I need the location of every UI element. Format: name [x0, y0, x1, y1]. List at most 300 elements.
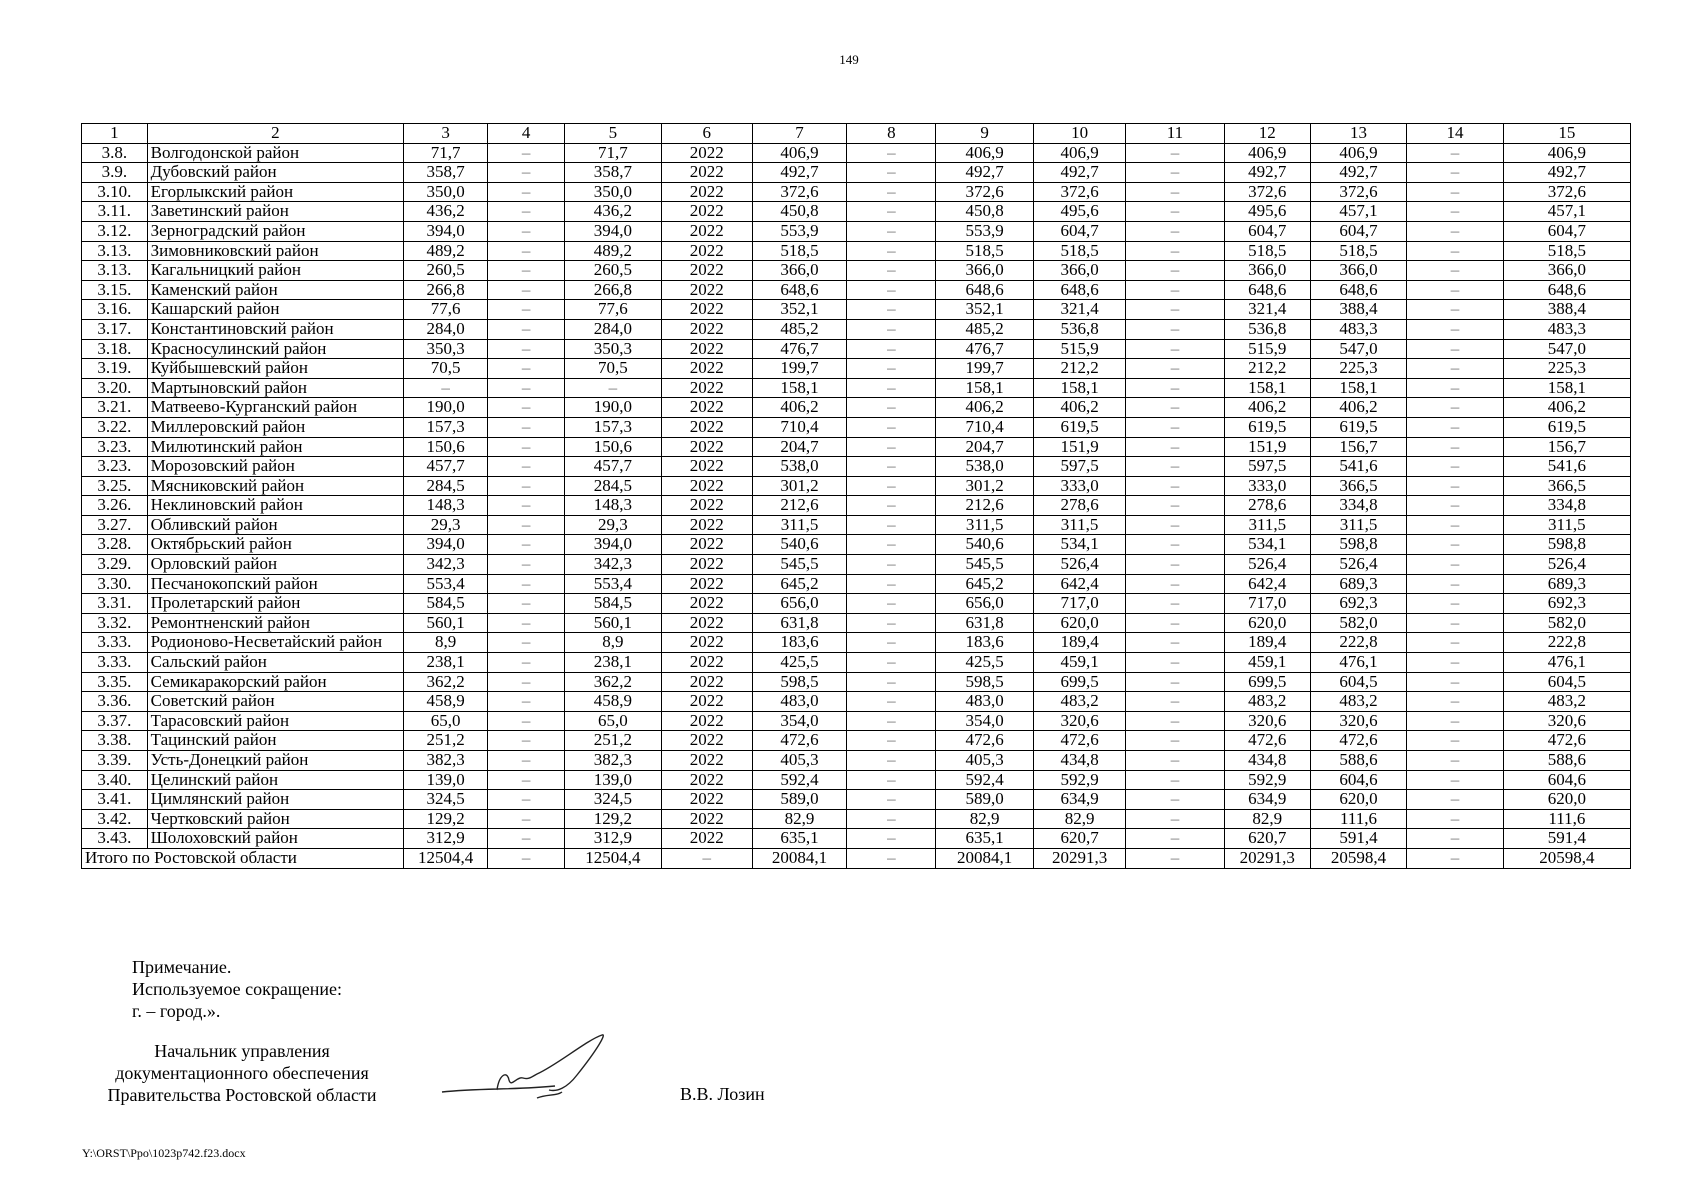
table-row — [82, 319, 1631, 339]
value-cell: – — [1407, 300, 1503, 320]
value-cell: 538,0 — [936, 457, 1033, 477]
district-name-cell: Сальский район — [147, 653, 403, 673]
value-cell: – — [488, 672, 565, 692]
value-cell: – — [1407, 280, 1503, 300]
signer-name: В.В. Лозин — [680, 1084, 765, 1104]
row-number-cell: 3.8. — [82, 143, 148, 163]
value-cell: – — [1407, 221, 1503, 241]
value-cell: 592,9 — [1033, 770, 1125, 790]
value-cell: 619,5 — [1503, 417, 1630, 437]
district-name-cell: Зимовниковский район — [147, 241, 403, 261]
table-row — [82, 339, 1631, 359]
value-cell: 406,9 — [1310, 143, 1406, 163]
value-cell: 534,1 — [1033, 535, 1125, 555]
row-number-cell: 3.22. — [82, 417, 148, 437]
value-cell: 648,6 — [1033, 280, 1125, 300]
value-cell: – — [847, 261, 936, 281]
value-cell: – — [488, 692, 565, 712]
row-number-cell: 3.33. — [82, 633, 148, 653]
value-cell: 199,7 — [752, 359, 846, 379]
value-cell: 536,8 — [1224, 319, 1310, 339]
value-cell: 620,7 — [1033, 829, 1125, 849]
value-cell: 526,4 — [1503, 555, 1630, 575]
value-cell: – — [1407, 202, 1503, 222]
value-cell: 547,0 — [1503, 339, 1630, 359]
value-cell: 2022 — [661, 770, 752, 790]
district-name-cell: Зерноградский район — [147, 221, 403, 241]
value-cell: 604,6 — [1310, 770, 1406, 790]
value-cell: 350,3 — [565, 339, 661, 359]
value-cell: 589,0 — [936, 790, 1033, 810]
value-cell: 656,0 — [936, 594, 1033, 614]
value-cell: 320,6 — [1503, 711, 1630, 731]
value-cell: 434,8 — [1224, 751, 1310, 771]
value-cell: – — [1407, 457, 1503, 477]
value-cell: – — [847, 829, 936, 849]
value-cell: 589,0 — [752, 790, 846, 810]
value-cell: – — [1126, 574, 1224, 594]
value-cell: 604,5 — [1310, 672, 1406, 692]
value-cell: – — [1407, 555, 1503, 575]
value-cell: 260,5 — [404, 261, 488, 281]
table-row — [82, 574, 1631, 594]
value-cell: 492,7 — [1310, 163, 1406, 183]
value-cell: – — [1407, 711, 1503, 731]
value-cell: – — [1407, 261, 1503, 281]
value-cell: – — [1407, 613, 1503, 633]
value-cell: – — [1407, 653, 1503, 673]
value-cell: – — [1407, 339, 1503, 359]
value-cell: 582,0 — [1503, 613, 1630, 633]
value-cell: 8,9 — [404, 633, 488, 653]
value-cell: 225,3 — [1310, 359, 1406, 379]
value-cell: 71,7 — [565, 143, 661, 163]
value-cell: 190,0 — [565, 398, 661, 418]
table-row — [82, 496, 1631, 516]
value-cell: – — [1407, 790, 1503, 810]
column-header: 2 — [147, 124, 403, 144]
value-cell: – — [847, 378, 936, 398]
table-row — [82, 182, 1631, 202]
value-cell: – — [1407, 633, 1503, 653]
value-cell: – — [847, 555, 936, 575]
value-cell: 382,3 — [404, 751, 488, 771]
value-cell: 538,0 — [752, 457, 846, 477]
value-cell: – — [847, 692, 936, 712]
column-header: 9 — [936, 124, 1033, 144]
value-cell: 406,9 — [752, 143, 846, 163]
value-cell: 222,8 — [1503, 633, 1630, 653]
value-cell: – — [847, 339, 936, 359]
value-cell: 457,1 — [1503, 202, 1630, 222]
value-cell: – — [488, 359, 565, 379]
value-cell: – — [488, 613, 565, 633]
value-cell: – — [1126, 692, 1224, 712]
value-cell: – — [488, 378, 565, 398]
value-cell: 366,0 — [1224, 261, 1310, 281]
value-cell: 2022 — [661, 300, 752, 320]
value-cell: 2022 — [661, 692, 752, 712]
value-cell: 8,9 — [565, 633, 661, 653]
value-cell: 29,3 — [565, 515, 661, 535]
row-number-cell: 3.39. — [82, 751, 148, 771]
value-cell: – — [488, 417, 565, 437]
table-row — [82, 437, 1631, 457]
value-cell: 476,7 — [752, 339, 846, 359]
value-cell: – — [847, 202, 936, 222]
value-cell: 362,2 — [565, 672, 661, 692]
value-cell: 515,9 — [1033, 339, 1125, 359]
value-cell: 492,7 — [1503, 163, 1630, 183]
value-cell: 148,3 — [404, 496, 488, 516]
column-header: 4 — [488, 124, 565, 144]
value-cell: 710,4 — [936, 417, 1033, 437]
value-cell: 158,1 — [1224, 378, 1310, 398]
value-cell: – — [847, 417, 936, 437]
value-cell: 483,3 — [1310, 319, 1406, 339]
value-cell: 518,5 — [1224, 241, 1310, 261]
value-cell: 604,7 — [1224, 221, 1310, 241]
value-cell: 199,7 — [936, 359, 1033, 379]
value-cell: 541,6 — [1503, 457, 1630, 477]
value-cell: 278,6 — [1033, 496, 1125, 516]
value-cell: 2022 — [661, 809, 752, 829]
value-cell: 71,7 — [404, 143, 488, 163]
value-cell: – — [488, 339, 565, 359]
value-cell: – — [1407, 594, 1503, 614]
value-cell: 553,4 — [565, 574, 661, 594]
value-cell: 526,4 — [1033, 555, 1125, 575]
value-cell: 485,2 — [752, 319, 846, 339]
value-cell: – — [1126, 711, 1224, 731]
total-value-cell: 12504,4 — [404, 848, 488, 868]
row-number-cell: 3.33. — [82, 653, 148, 673]
value-cell: – — [1407, 770, 1503, 790]
value-cell: 266,8 — [565, 280, 661, 300]
value-cell: – — [1407, 417, 1503, 437]
value-cell: 372,6 — [1503, 182, 1630, 202]
value-cell: – — [1126, 653, 1224, 673]
value-cell: 350,3 — [404, 339, 488, 359]
table-row — [82, 221, 1631, 241]
value-cell: 553,9 — [936, 221, 1033, 241]
row-number-cell: 3.16. — [82, 300, 148, 320]
signer-position-line: документационного обеспечения — [115, 1063, 369, 1083]
value-cell: 648,6 — [936, 280, 1033, 300]
value-cell: 372,6 — [1224, 182, 1310, 202]
value-cell: 597,5 — [1224, 457, 1310, 477]
value-cell: 342,3 — [404, 555, 488, 575]
value-cell: 333,0 — [1224, 476, 1310, 496]
value-cell: – — [1126, 202, 1224, 222]
value-cell: 204,7 — [936, 437, 1033, 457]
value-cell: 150,6 — [565, 437, 661, 457]
total-value-cell: 20084,1 — [752, 848, 846, 868]
value-cell: – — [847, 300, 936, 320]
column-header: 3 — [404, 124, 488, 144]
value-cell: 2022 — [661, 163, 752, 183]
value-cell: 70,5 — [565, 359, 661, 379]
value-cell: 225,3 — [1503, 359, 1630, 379]
value-cell: 406,9 — [1224, 143, 1310, 163]
value-cell: – — [847, 653, 936, 673]
value-cell: – — [1407, 829, 1503, 849]
value-cell: 324,5 — [565, 790, 661, 810]
district-name-cell: Кашарский район — [147, 300, 403, 320]
column-header: 8 — [847, 124, 936, 144]
value-cell: – — [847, 711, 936, 731]
value-cell: 620,0 — [1224, 613, 1310, 633]
district-name-cell: Песчанокопский район — [147, 574, 403, 594]
value-cell: – — [488, 398, 565, 418]
value-cell: 406,9 — [1033, 143, 1125, 163]
value-cell: 458,9 — [565, 692, 661, 712]
value-cell: 183,6 — [936, 633, 1033, 653]
column-header: 1 — [82, 124, 148, 144]
value-cell: 150,6 — [404, 437, 488, 457]
value-cell: 642,4 — [1033, 574, 1125, 594]
value-cell: 635,1 — [936, 829, 1033, 849]
value-cell: 284,5 — [404, 476, 488, 496]
value-cell: – — [488, 300, 565, 320]
value-cell: 598,8 — [1310, 535, 1406, 555]
notes-block — [132, 956, 342, 1022]
value-cell: 717,0 — [1033, 594, 1125, 614]
value-cell: – — [847, 437, 936, 457]
value-cell: 591,4 — [1310, 829, 1406, 849]
value-cell: – — [1407, 692, 1503, 712]
value-cell: – — [1126, 496, 1224, 516]
total-value-cell: – — [661, 848, 752, 868]
value-cell: 2022 — [661, 613, 752, 633]
value-cell: – — [847, 751, 936, 771]
value-cell: 350,0 — [565, 182, 661, 202]
value-cell: – — [847, 476, 936, 496]
value-cell: – — [1407, 182, 1503, 202]
value-cell: – — [488, 221, 565, 241]
table-row — [82, 770, 1631, 790]
value-cell: – — [847, 398, 936, 418]
district-name-cell: Красносулинский район — [147, 339, 403, 359]
value-cell: 560,1 — [404, 613, 488, 633]
value-cell: – — [847, 163, 936, 183]
value-cell: 692,3 — [1503, 594, 1630, 614]
column-header: 12 — [1224, 124, 1310, 144]
value-cell: 450,8 — [936, 202, 1033, 222]
value-cell: 2022 — [661, 535, 752, 555]
district-name-cell: Семикаракорский район — [147, 672, 403, 692]
value-cell: – — [1407, 359, 1503, 379]
value-cell: 472,6 — [1503, 731, 1630, 751]
total-value-cell: 12504,4 — [565, 848, 661, 868]
value-cell: 518,5 — [936, 241, 1033, 261]
value-cell: 476,1 — [1503, 653, 1630, 673]
row-number-cell: 3.9. — [82, 163, 148, 183]
value-cell: 406,2 — [752, 398, 846, 418]
value-cell: 77,6 — [404, 300, 488, 320]
value-cell: 656,0 — [752, 594, 846, 614]
value-cell: 238,1 — [565, 653, 661, 673]
table-row — [82, 711, 1631, 731]
value-cell: 598,5 — [752, 672, 846, 692]
value-cell: 372,6 — [1033, 182, 1125, 202]
value-cell: 372,6 — [752, 182, 846, 202]
value-cell: 65,0 — [404, 711, 488, 731]
value-cell: 157,3 — [404, 417, 488, 437]
district-name-cell: Каменский район — [147, 280, 403, 300]
value-cell: – — [1407, 378, 1503, 398]
value-cell: – — [488, 496, 565, 516]
value-cell: 311,5 — [1224, 515, 1310, 535]
value-cell: 158,1 — [936, 378, 1033, 398]
value-cell: 635,1 — [752, 829, 846, 849]
table-row — [82, 476, 1631, 496]
value-cell: 495,6 — [1224, 202, 1310, 222]
value-cell: 648,6 — [1224, 280, 1310, 300]
table-row — [82, 751, 1631, 771]
value-cell: 372,6 — [936, 182, 1033, 202]
value-cell: 151,9 — [1224, 437, 1310, 457]
value-cell: 472,6 — [1033, 731, 1125, 751]
value-cell: – — [1126, 241, 1224, 261]
value-cell: 158,1 — [1503, 378, 1630, 398]
value-cell: – — [847, 633, 936, 653]
value-cell: 518,5 — [1033, 241, 1125, 261]
value-cell: – — [488, 574, 565, 594]
value-cell: – — [847, 221, 936, 241]
district-name-cell: Неклиновский район — [147, 496, 403, 516]
value-cell: 405,3 — [936, 751, 1033, 771]
value-cell: – — [1126, 633, 1224, 653]
row-number-cell: 3.19. — [82, 359, 148, 379]
table-row — [82, 515, 1631, 535]
value-cell: 2022 — [661, 751, 752, 771]
table-row — [82, 457, 1631, 477]
value-cell: 597,5 — [1033, 457, 1125, 477]
value-cell: 2022 — [661, 182, 752, 202]
row-number-cell: 3.13. — [82, 261, 148, 281]
table-row — [82, 653, 1631, 673]
table-row — [82, 378, 1631, 398]
value-cell: – — [488, 809, 565, 829]
value-cell: – — [1126, 398, 1224, 418]
row-number-cell: 3.23. — [82, 457, 148, 477]
value-cell: 189,4 — [1033, 633, 1125, 653]
value-cell: 619,5 — [1033, 417, 1125, 437]
table-row — [82, 241, 1631, 261]
value-cell: – — [847, 770, 936, 790]
signer-position-line: Правительства Ростовской области — [107, 1085, 377, 1105]
value-cell: 321,4 — [1224, 300, 1310, 320]
value-cell: – — [1407, 476, 1503, 496]
value-cell: – — [488, 653, 565, 673]
total-label-cell: Итого по Ростовской области — [82, 848, 404, 868]
table-row — [82, 555, 1631, 575]
value-cell: 148,3 — [565, 496, 661, 516]
value-cell: – — [1407, 751, 1503, 771]
row-number-cell: 3.40. — [82, 770, 148, 790]
value-cell: 406,2 — [1310, 398, 1406, 418]
value-cell: 436,2 — [565, 202, 661, 222]
value-cell: 394,0 — [565, 221, 661, 241]
value-cell: – — [1126, 515, 1224, 535]
value-cell: 312,9 — [404, 829, 488, 849]
value-cell: 699,5 — [1224, 672, 1310, 692]
value-cell: 619,5 — [1224, 417, 1310, 437]
value-cell: – — [488, 261, 565, 281]
value-cell: 560,1 — [565, 613, 661, 633]
value-cell: 692,3 — [1310, 594, 1406, 614]
value-cell: 645,2 — [752, 574, 846, 594]
value-cell: – — [565, 378, 661, 398]
district-name-cell: Матвеево-Курганский район — [147, 398, 403, 418]
value-cell: 111,6 — [1503, 809, 1630, 829]
value-cell: 631,8 — [752, 613, 846, 633]
value-cell: 204,7 — [752, 437, 846, 457]
value-cell: – — [847, 672, 936, 692]
row-number-cell: 3.25. — [82, 476, 148, 496]
value-cell: 483,2 — [1310, 692, 1406, 712]
value-cell: 604,7 — [1033, 221, 1125, 241]
table-row — [82, 261, 1631, 281]
value-cell: 483,2 — [1033, 692, 1125, 712]
value-cell: 717,0 — [1224, 594, 1310, 614]
value-cell: 362,2 — [404, 672, 488, 692]
value-cell: 2022 — [661, 515, 752, 535]
value-cell: 604,7 — [1310, 221, 1406, 241]
value-cell: 534,1 — [1224, 535, 1310, 555]
value-cell: – — [488, 280, 565, 300]
value-cell: – — [1407, 241, 1503, 261]
value-cell: – — [488, 437, 565, 457]
column-header: 7 — [752, 124, 846, 144]
value-cell: – — [1126, 731, 1224, 751]
value-cell: 157,3 — [565, 417, 661, 437]
value-cell: 82,9 — [1033, 809, 1125, 829]
value-cell: 620,0 — [1503, 790, 1630, 810]
header-row — [82, 124, 1631, 144]
value-cell: 483,0 — [936, 692, 1033, 712]
value-cell: 352,1 — [936, 300, 1033, 320]
value-cell: 689,3 — [1503, 574, 1630, 594]
value-cell: – — [488, 751, 565, 771]
value-cell: 156,7 — [1310, 437, 1406, 457]
row-number-cell: 3.10. — [82, 182, 148, 202]
value-cell: 634,9 — [1224, 790, 1310, 810]
value-cell: 492,7 — [1033, 163, 1125, 183]
value-cell: 366,0 — [1033, 261, 1125, 281]
total-row — [82, 848, 1631, 868]
value-cell: – — [488, 319, 565, 339]
value-cell: – — [847, 574, 936, 594]
value-cell: – — [488, 770, 565, 790]
value-cell: 689,3 — [1310, 574, 1406, 594]
value-cell: 620,0 — [1310, 790, 1406, 810]
row-number-cell: 3.15. — [82, 280, 148, 300]
value-cell: – — [847, 496, 936, 516]
value-cell: 222,8 — [1310, 633, 1406, 653]
table-row — [82, 594, 1631, 614]
value-cell: – — [488, 555, 565, 575]
value-cell: 483,2 — [1224, 692, 1310, 712]
table-row — [82, 202, 1631, 222]
value-cell: 588,6 — [1503, 751, 1630, 771]
note-abbreviation-heading: Используемое сокращение: — [132, 979, 342, 999]
value-cell: – — [488, 143, 565, 163]
value-cell: 457,7 — [404, 457, 488, 477]
value-cell: – — [1126, 280, 1224, 300]
row-number-cell: 3.27. — [82, 515, 148, 535]
